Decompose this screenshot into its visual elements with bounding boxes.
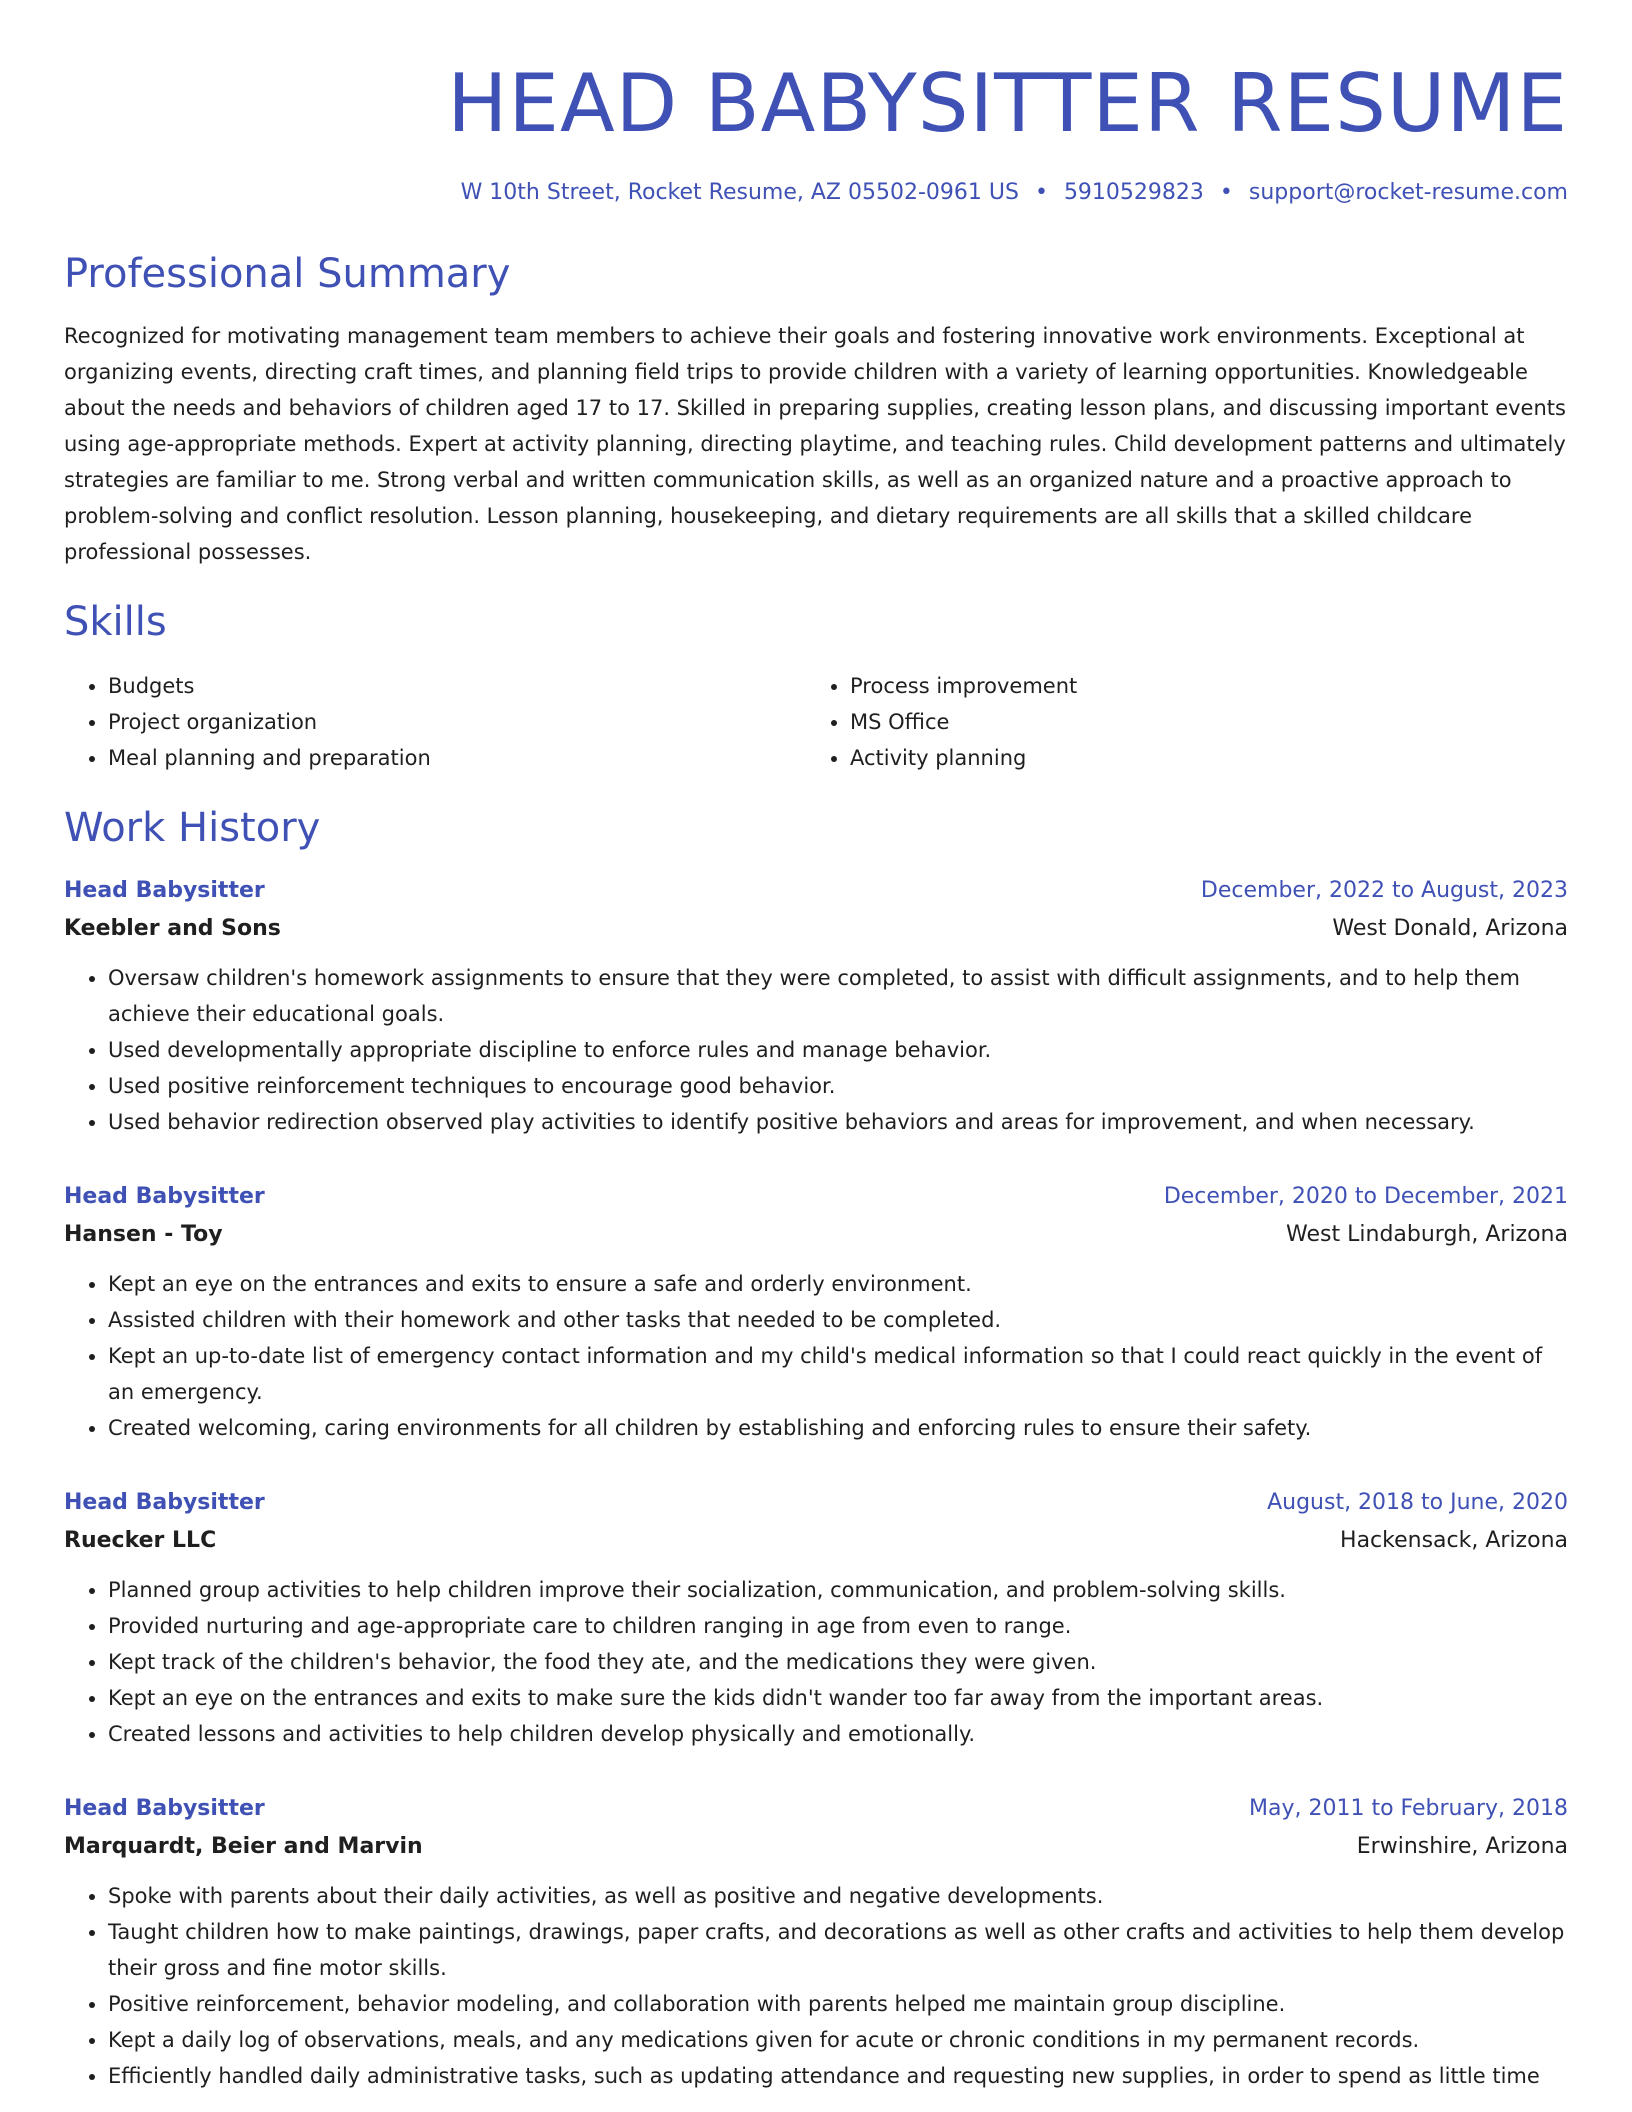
job-bullet: • Assisted children with their homework and other tasks that needed to be completed. (108, 1302, 1568, 1338)
job-title: Head Babysitter (64, 1490, 265, 1515)
job-bullet: • Kept an eye on the entrances and exits to ensure a safe and orderly environment. (108, 1266, 1568, 1302)
job-bullet: • Kept an up-to-date list of emergency contact information and my child's medical information so that I could react quickly in the event of an emergency. (108, 1338, 1568, 1410)
job-location: West Lindaburgh, Arizona (1286, 1222, 1568, 1247)
job-title: Head Babysitter (64, 1184, 265, 1209)
resume-title: HEAD BABYSITTER RESUME (447, 57, 1568, 150)
summary-text: Recognized for motivating management team members to achieve their goals and fostering innovative work environments. Exceptional at organizing events, directing craft times, and planning field trips to provide children with a variety of learning opportunities. Knowledgeable about the needs and behaviors of children aged 17 to 17. Skilled in preparing supplies, creating lesson plans, and discussing important events using age-appropriate methods. Expert at activity planning, directing playtime, and teaching rules. Child development patterns and ultimately strategies are familiar to me. Strong verbal and written communication skills, as well as an organized nature and a proactive approach to problem-solving and conflict resolution. Lesson planning, housekeeping, and dietary requirements are all skills that a skilled childcare professional possesses. (64, 324, 1566, 564)
contact-address: W 10th Street, Rocket Resume, AZ 05502-0961 US (460, 180, 1019, 205)
job-bullets (64, 1572, 1568, 1752)
job-entry (64, 1792, 1568, 2094)
job-dates: December, 2020 to December, 2021 (1163, 1184, 1568, 1209)
section-title-skills: Skills (64, 599, 167, 645)
job-bullet: • Created welcoming, caring environments for all children by establishing and enforcing rules to ensure their safety. (108, 1410, 1568, 1446)
job-dates: May, 2011 to February, 2018 (1249, 1796, 1568, 1821)
job-bullet: • Kept track of the children's behavior, the food they ate, and the medications they were given. (108, 1644, 1568, 1680)
job-company: Hansen - Toy (64, 1222, 223, 1247)
job-bullet: • Efficiently handled daily administrative tasks, such as updating attendance and requesting new supplies, in order to spend as little time (108, 2058, 1568, 2094)
contact-separator: • (1219, 180, 1233, 205)
job-bullet: • Created lessons and activities to help children develop physically and emotionally. (108, 1716, 1568, 1752)
job-bullet: • Kept an eye on the entrances and exits to make sure the kids didn't wander too far away from the important areas. (108, 1680, 1568, 1716)
job-dates: August, 2018 to June, 2020 (1267, 1490, 1568, 1515)
skill-item: • Meal planning and preparation (108, 740, 806, 776)
contact-separator: • (1034, 180, 1048, 205)
job-bullet: • Kept a daily log of observations, meals, and any medications given for acute or chronic conditions in my permanent records. (108, 2022, 1568, 2058)
job-bullets (64, 1878, 1568, 2094)
resume-page (64, 0, 1568, 2094)
job-entry (64, 1180, 1568, 1446)
job-title: Head Babysitter (64, 878, 265, 903)
section-title-summary: Professional Summary (64, 251, 511, 297)
job-bullet: • Used positive reinforcement techniques to encourage good behavior. (108, 1068, 1568, 1104)
job-bullet: • Taught children how to make paintings, drawings, paper crafts, and decorations as well as other crafts and activities to help them develop their gross and fine motor skills. (108, 1914, 1568, 1986)
job-company: Marquardt, Beier and Marvin (64, 1834, 423, 1859)
job-bullets (64, 1266, 1568, 1446)
job-company: Ruecker LLC (64, 1528, 217, 1553)
job-bullet: • Planned group activities to help children improve their socialization, communication, and problem-solving skills. (108, 1572, 1568, 1608)
skill-item: • Budgets (108, 668, 806, 704)
contact-email: support@rocket-resume.com (1248, 180, 1568, 205)
job-location: Erwinshire, Arizona (1356, 1834, 1568, 1859)
job-location: Hackensack, Arizona (1340, 1528, 1568, 1553)
skill-item: • Project organization (108, 704, 806, 740)
job-bullet: • Oversaw children's homework assignments to ensure that they were completed, to assist with difficult assignments, and to help them achieve their educational goals. (108, 960, 1568, 1032)
job-bullet: • Provided nurturing and age-appropriate care to children ranging in age from even to range. (108, 1608, 1568, 1644)
job-title: Head Babysitter (64, 1796, 265, 1821)
section-title-work-history: Work History (64, 805, 321, 851)
job-bullet: • Spoke with parents about their daily activities, as well as positive and negative developments. (108, 1878, 1568, 1914)
job-bullet: • Used developmentally appropriate discipline to enforce rules and manage behavior. (108, 1032, 1568, 1068)
skills-column-right (806, 668, 1548, 776)
skill-item: • MS Office (850, 704, 1548, 740)
skill-item: • Activity planning (850, 740, 1548, 776)
skill-item: • Process improvement (850, 668, 1548, 704)
job-bullets (64, 960, 1568, 1140)
job-bullet: • Positive reinforcement, behavior modeling, and collaboration with parents helped me maintain group discipline. (108, 1986, 1568, 2022)
contact-phone: 5910529823 (1063, 180, 1204, 205)
job-location: West Donald, Arizona (1332, 916, 1568, 941)
job-bullet: • Used behavior redirection observed play activities to identify positive behaviors and areas for improvement, and when necessary. (108, 1104, 1568, 1140)
job-company: Keebler and Sons (64, 916, 281, 941)
job-entry (64, 874, 1568, 1140)
job-dates: December, 2022 to August, 2023 (1200, 878, 1568, 903)
skills-column-left (64, 668, 806, 776)
skills-list (64, 668, 1568, 776)
contact-line (64, 178, 1568, 208)
job-entry (64, 1486, 1568, 1752)
